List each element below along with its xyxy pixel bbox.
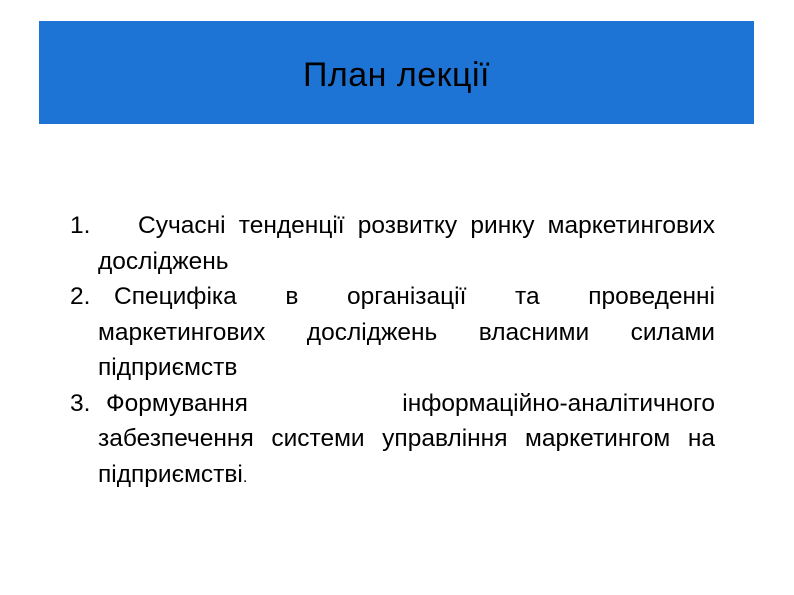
list-item-text: Формування інформаційно-аналітичного забезпечення системи управління маркетингом на підприємстві [98,389,715,488]
slide-title: План лекції [302,56,490,94]
list-item-number: 2. [70,283,91,310]
list-item-trailing-period: . [242,468,248,486]
list-item [70,386,715,496]
list-item-body [70,279,715,386]
lecture-plan-list [70,208,715,495]
list-item-number: 1. [70,212,91,239]
list-item [70,279,715,386]
title-bar [39,21,754,124]
list-item-body [70,386,715,496]
list-item-text: Сучасні тенденції розвитку ринку маркетингових досліджень [98,212,715,275]
list-item-body [70,208,715,279]
list-item-number: 3. [70,389,91,417]
list-item-text: Специфіка в організації та проведенні маркетингових досліджень власними силами підприємств [98,283,715,381]
list-item [70,208,715,279]
